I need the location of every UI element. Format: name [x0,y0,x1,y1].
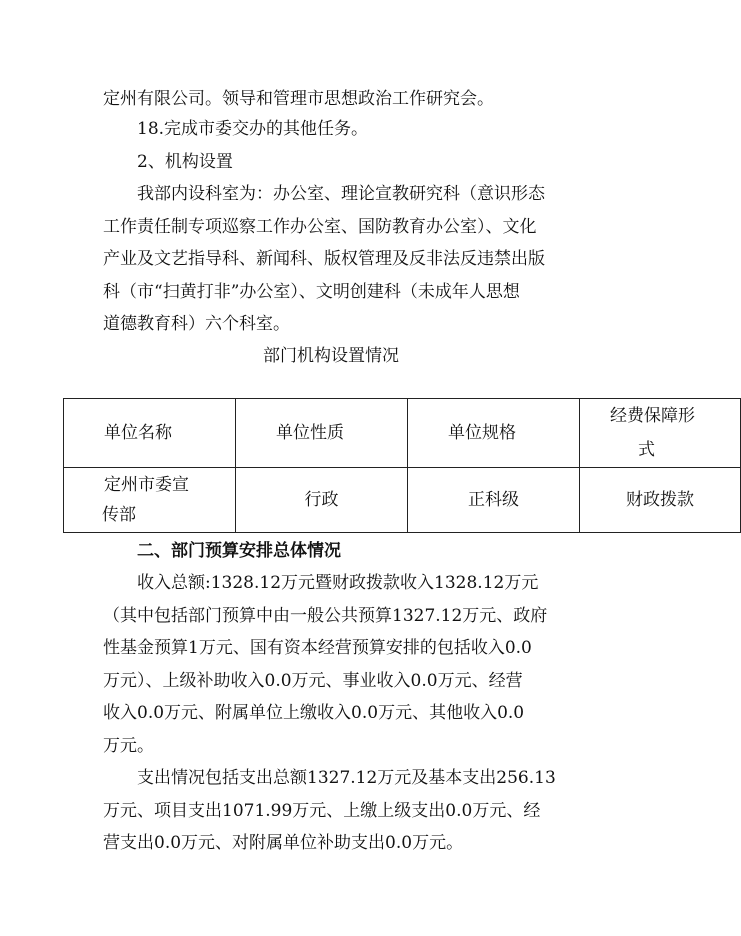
unit-setup-table [63,398,741,533]
header-funding-form-line2: 式 [638,440,655,460]
cell-unit-level: 正科级 [408,468,580,533]
paragraph-line: 营支出0.0万元、对附属单位补助支出0.0万元。 [103,833,464,853]
paragraph-line: 支出情况包括支出总额1327.12万元及基本支出256.13 [137,768,556,788]
cell-unit-nature: 行政 [236,468,408,533]
header-unit-level: 单位规格 [408,399,580,468]
paragraph-line: 道德教育科）六个科室。 [103,314,290,334]
paragraph-line: 产业及文艺指导科、新闻科、版权管理及反非法反违禁出版 [103,249,545,269]
paragraph-line: 收入0.0万元、附属单位上缴收入0.0万元、其他收入0.0 [103,703,525,723]
header-unit-name: 单位名称 [64,399,236,468]
paragraph-line: 工作责任制专项巡察工作办公室、国防教育办公室）、文化 [103,217,537,237]
paragraph-line: 万元。 [103,736,154,756]
section-heading: 二、部门预算安排总体情况 [137,541,341,561]
cell-unit-name-line1: 定州市委宣 [104,475,189,495]
table-caption: 部门机构设置情况 [263,346,399,366]
subsection-heading: 2、机构设置 [137,152,233,172]
paragraph-line: 收入总额:1328.12万元暨财政拨款收入1328.12万元 [137,573,539,593]
table-row [64,468,741,533]
paragraph-line: 18.完成市委交办的其他任务。 [137,119,369,139]
paragraph-line: 科（市“扫黄打非”办公室）、文明创建科（未成年人思想 [103,282,520,302]
paragraph-line: 我部内设科室为：办公室、理论宣教研究科（意识形态 [137,184,545,204]
cell-unit-name [64,468,236,533]
paragraph-line: 性基金预算1万元、国有资本经营预算安排的包括收入0.0 [103,638,532,658]
cell-unit-name-line2: 传部 [102,505,136,525]
paragraph-line: （其中包括部门预算中由一般公共预算1327.12万元、政府 [103,606,548,626]
paragraph-line: 定州有限公司。领导和管理市思想政治工作研究会。 [103,89,494,109]
header-funding-form [580,399,741,468]
header-funding-form-line1: 经费保障形 [610,406,695,426]
table-header-row [64,399,741,468]
paragraph-line: 万元、项目支出1071.99万元、上缴上级支出0.0万元、经 [103,801,541,821]
cell-funding-form: 财政拨款 [580,468,741,533]
paragraph-line: 万元）、上级补助收入0.0万元、事业收入0.0万元、经营 [103,671,523,691]
header-unit-nature: 单位性质 [236,399,408,468]
